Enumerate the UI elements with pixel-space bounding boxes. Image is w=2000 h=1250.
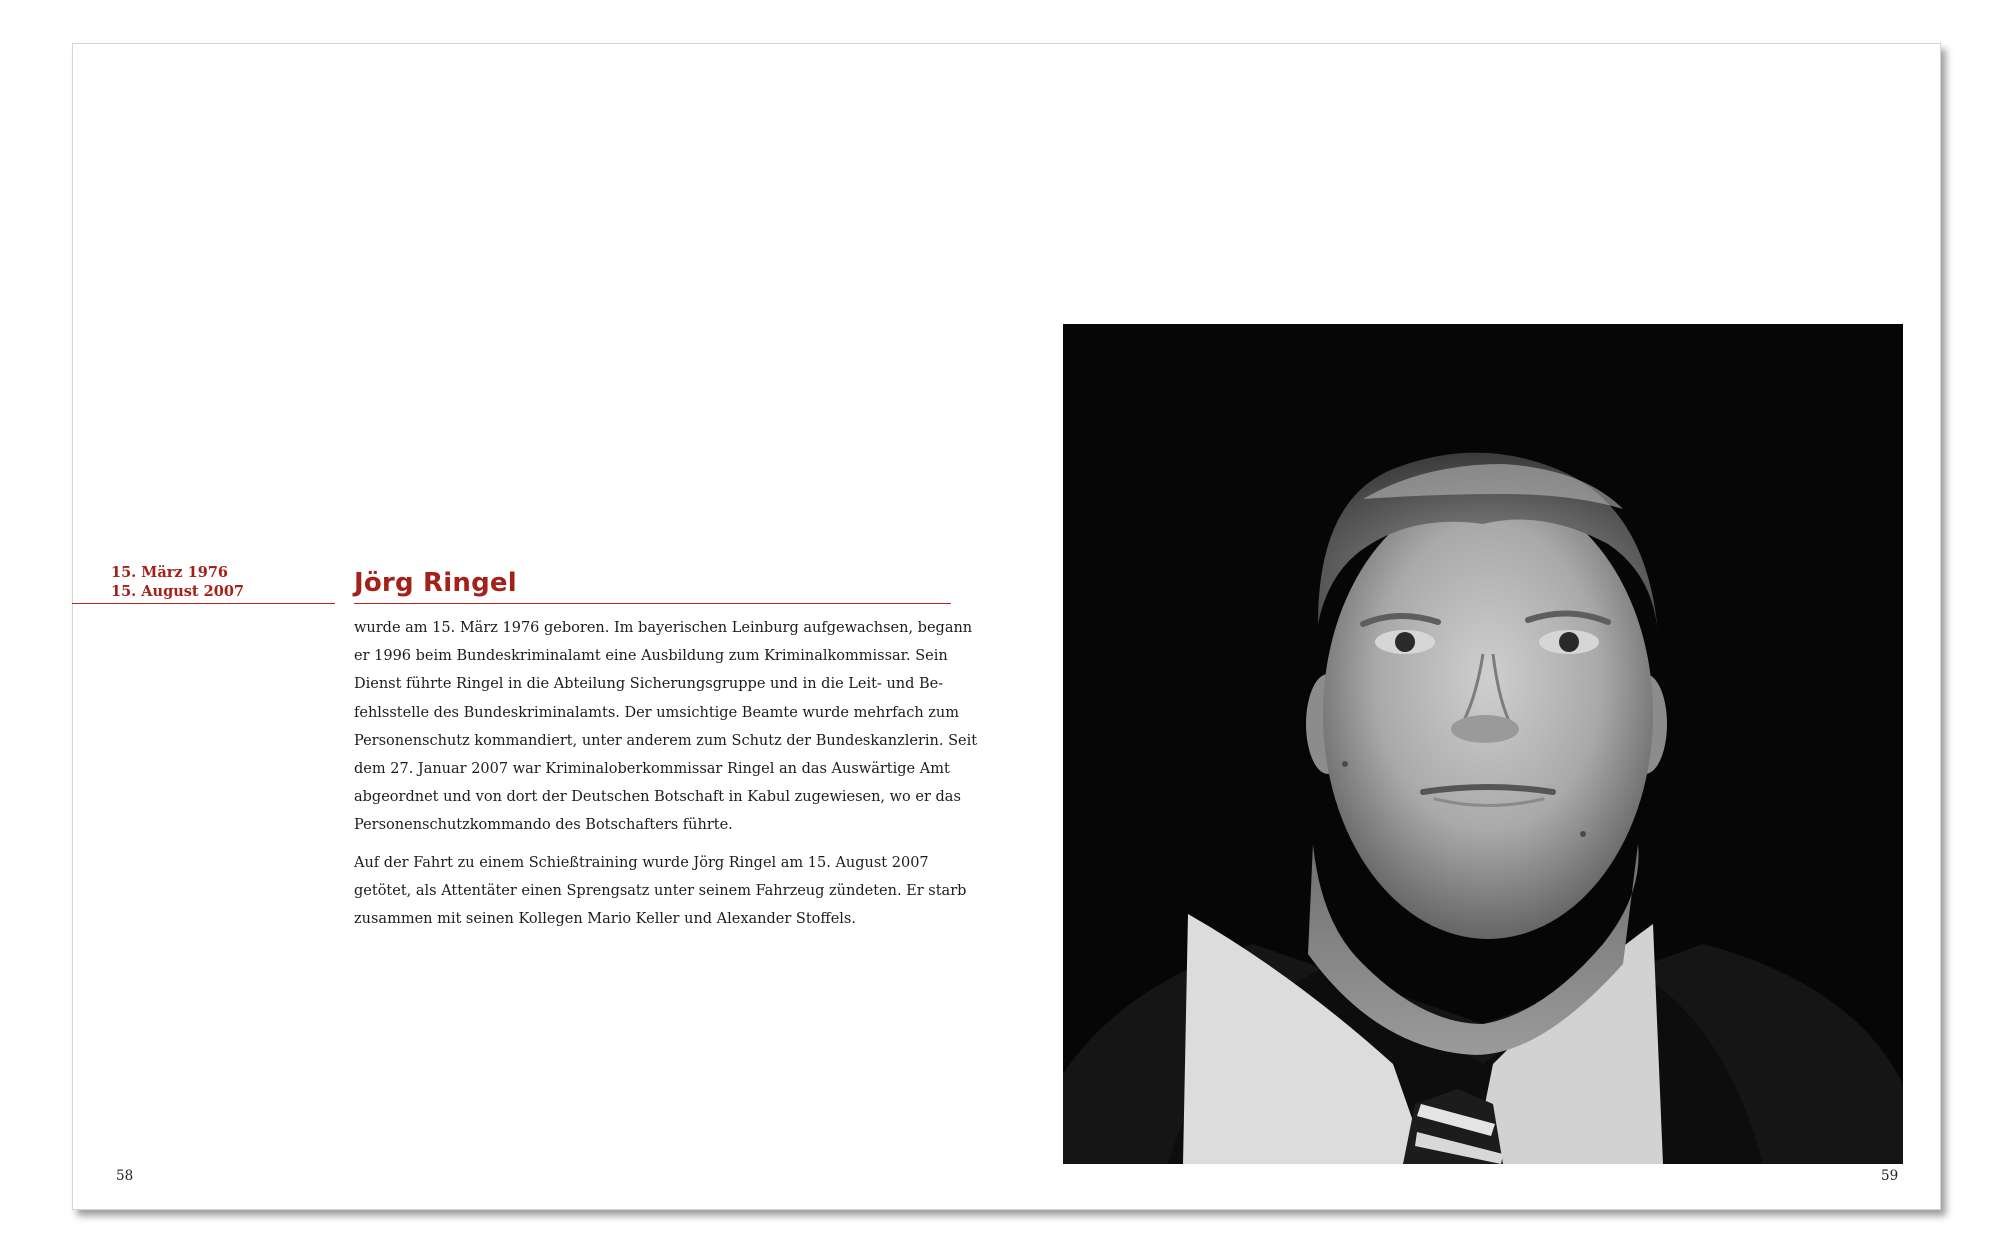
text-line: wurde am 15. März 1976 geboren. Im bayerischen Leinburg aufgewachsen, begann xyxy=(354,620,973,636)
text-line: Personenschutz kommandiert, unter anderem zum Schutz der Bundeskanzlerin. Seit xyxy=(354,732,978,749)
birth-date: 15. März 1976 xyxy=(111,564,228,581)
text-line: er 1996 beim Bundeskriminalamt eine Ausbildung zum Kriminalkommissar. Sein xyxy=(354,648,948,665)
heading-rule xyxy=(354,603,951,604)
portrait-illustration xyxy=(1063,324,1903,1164)
text-line: getötet, als Attentäter einen Sprengsatz unter seinem Fahrzeug zündeten. Er starb xyxy=(354,882,967,899)
text-line: Personenschutzkommando des Botschafters führte. xyxy=(354,817,733,834)
text-line: zusammen mit seinen Kollegen Mario Keller und Alexander Stoffels. xyxy=(354,911,856,928)
text-line: Dienst führte Ringel in die Abteilung Sicherungsgruppe und in die Leit- und Be- xyxy=(354,676,944,693)
person-name-heading: Jörg Ringel xyxy=(354,568,517,598)
text-line: abgeordnet und von dort der Deutschen Botschaft in Kabul zugewiesen, wo er das xyxy=(354,789,961,806)
biography-text xyxy=(354,614,978,933)
paragraph-1 xyxy=(354,614,978,840)
text-line: Auf der Fahrt zu einem Schießtraining wurde Jörg Ringel am 15. August 2007 xyxy=(354,854,929,871)
life-dates xyxy=(111,563,244,601)
page-number-right: 59 xyxy=(1881,1168,1899,1184)
page-number-left: 58 xyxy=(116,1168,134,1184)
text-line: fehlsstelle des Bundeskriminalamts. Der umsichtige Beamte wurde mehrfach zum xyxy=(354,704,959,721)
portrait-photo xyxy=(1063,324,1903,1164)
paragraph-2 xyxy=(354,849,967,934)
dates-rule xyxy=(72,603,335,604)
death-date: 15. August 2007 xyxy=(111,583,245,600)
text-line: dem 27. Januar 2007 war Kriminaloberkommissar Ringel an das Auswärtige Amt xyxy=(354,761,950,778)
